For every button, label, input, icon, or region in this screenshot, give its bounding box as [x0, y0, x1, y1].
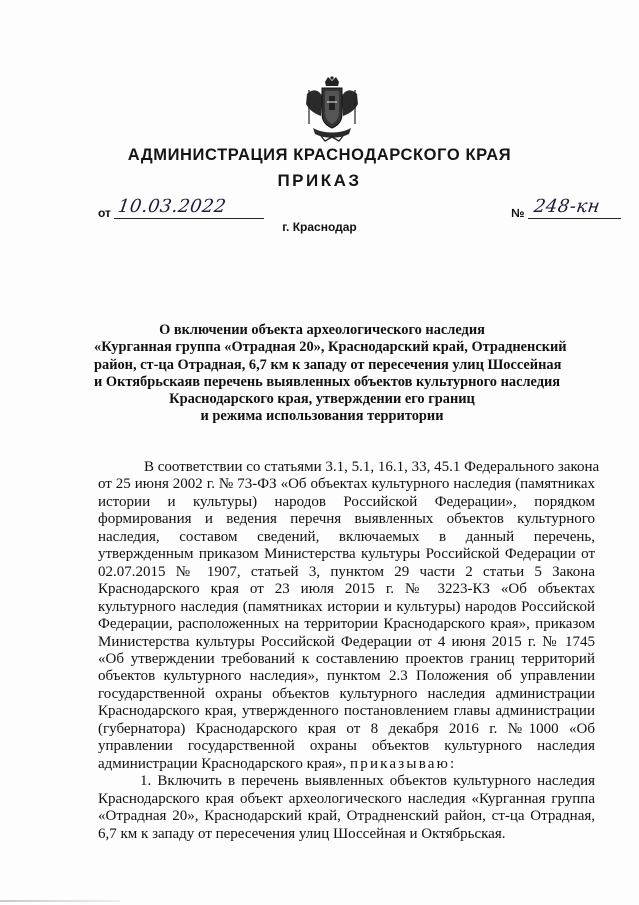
krasnodar-krai-coat-of-arms-icon [303, 76, 361, 142]
date-field [114, 198, 264, 219]
document-body [98, 459, 600, 843]
body-line: 02.07.2015 № 1907, статьей 3, пунктом 29 части 2 статьи 5 Закона [98, 563, 595, 580]
item-1-line: 6,7 км к западу от пересечения улиц Шоссейная и Октябрьская. [98, 825, 506, 842]
body-line: Краснодарского края, утвержденного постановлением главы администрации [98, 703, 595, 720]
scan-edge-mark [0, 900, 120, 902]
body-line: «Об утверждении требований к составлению проектов границ территорий [98, 650, 595, 667]
number-prefix-label: № [511, 206, 525, 220]
date-prefix-label: от [98, 206, 111, 220]
body-line: Федерации, расположенных на территории Краснодарского края», приказом [98, 616, 595, 633]
subject-line: и режима использования территории [200, 408, 444, 425]
body-line: В соответствии со статьями 3.1, 5.1, 16.1, 33, 45.1 Федерального закона [144, 459, 600, 475]
item-1-line: Краснодарского края объект археологического наследия «Курганная группа [98, 790, 595, 807]
body-line: Краснодарского края от 23 июля 2015 г. № 3223-КЗ «Об объектах [98, 581, 595, 598]
order-word: приказываю: [350, 755, 457, 772]
body-line: от 25 июня 2002 г. № 73-ФЗ «Об объектах культурного наследия (памятниках [98, 476, 595, 493]
item-1-line: 1. Включить в перечень выявленных объектов культурного наследия [140, 773, 595, 790]
city-label: г. Краснодар [282, 220, 357, 234]
body-line: объектов культурного наследия», пунктом 2.3 Положения об управлении [98, 668, 595, 685]
body-line: утвержденным приказом Министерства культуры Российской Федерации от [98, 546, 595, 563]
body-line: культурного наследия (памятниках истории и культуры) народов Российской [98, 598, 595, 615]
handwritten-order-number: 248-кн [532, 196, 602, 217]
body-line: (губернатора) Краснодарского края от 8 декабря 2016 г. №1000 «Об [98, 720, 595, 737]
body-line: формирования и ведения перечня выявленных объектов культурного [98, 511, 595, 528]
handwritten-date: 10.03.2022 [116, 196, 228, 217]
subject-line: район, ст-ца Отрадная, 6,7 км к западу от пересечения улиц Шоссейная [94, 356, 562, 373]
subject-line: О включении объекта археологического наследия [159, 322, 485, 338]
document-subject [94, 322, 567, 426]
subject-line: Краснодарского края, утверждении его границ [169, 391, 475, 408]
document-type-title: ПРИКАЗ [277, 171, 362, 190]
body-line-with-order [98, 756, 595, 773]
body-line: управлении государственной охраны объектов культурного наследия [98, 738, 595, 755]
organization-title: АДМИНИСТРАЦИЯ КРАСНОДАРСКОГО КРАЯ [127, 146, 512, 164]
body-line: истории и культуры) народов Российской Федерации», порядком [98, 493, 595, 510]
subject-line: и Октябрьскаяв перечень выявленных объектов культурного наследия [94, 373, 561, 390]
body-line-text: администрации Краснодарского края», [98, 755, 351, 772]
body-line: Министерства культуры Российской Федерации от 4 июня 2015 г. № 1745 [98, 633, 595, 650]
body-line: наследия, составом сведений, включаемых в данный перечень, [98, 528, 595, 545]
item-1-line: «Отрадная 20», Краснодарский край, Отрадненский район, ст-ца Отрадная, [98, 808, 595, 825]
body-line: государственной охраны объектов культурного наследия администрации [98, 685, 595, 702]
number-field [528, 198, 621, 219]
subject-line: «Курганная группа «Отрадная 20», Краснодарский край, Отрадненский [94, 339, 567, 356]
